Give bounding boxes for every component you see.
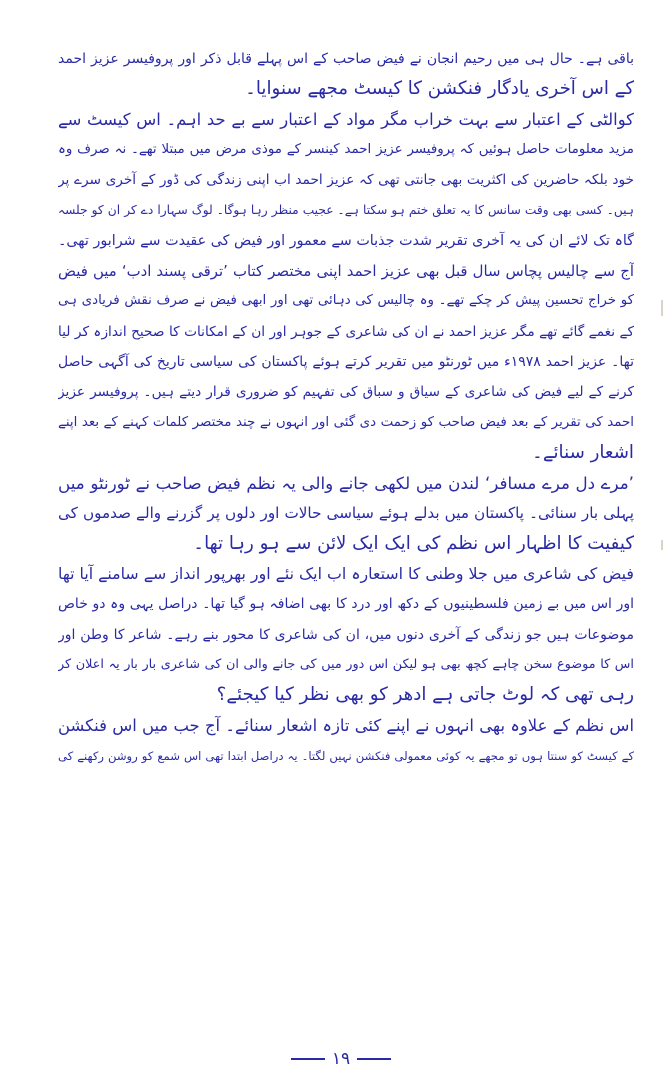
page-number-footer xyxy=(284,1048,398,1070)
footer-rule-left xyxy=(291,1058,325,1060)
page-number: ۱۹ xyxy=(331,1049,351,1069)
text-line-22: رہی تھی کہ لوٹ جاتی ہے ادھر کو بھی نظر کیا کیجئے؟ xyxy=(216,684,634,706)
text-line-21: اس کا موضوع سخن چاہے کچھ بھی ہو لیکن اس دور میں کی جانے والی ان کی شاعری بار بار یہ اعلان کر xyxy=(58,656,634,672)
text-line-17: کیفیت کا اظہار اس نظم کی ایک ایک لائن سے ہو رہا تھا۔ xyxy=(193,532,634,554)
margin-mark xyxy=(661,300,663,316)
text-line-11: تھا۔ عزیز احمد ۱۹۷۸ء میں ٹورنٹو میں تقریر کرتے ہوئے پاکستان کی سیاسی تاریخ کی آگہی حاصل xyxy=(58,353,634,370)
text-line-13: احمد کی تقریر کے بعد فیض صاحب کو زحمت دی گئی اور انہوں نے چند مختصر کلمات کہنے کے بعد اپنے xyxy=(58,414,634,430)
text-line-1: باقی ہے۔ حال ہی میں رحیم انجان نے فیض صاحب کے اس پہلے قابل ذکر اور پروفیسر عزیز احمد xyxy=(58,51,634,67)
footer-rule-right xyxy=(357,1058,391,1060)
text-line-15: ’مرے دل مرے مسافر‘ لندن میں لکھی جانے والی یہ نظم فیض صاحب نے ٹورنٹو میں xyxy=(58,473,634,494)
text-line-16: پہلی بار سنائی۔ پاکستان میں بدلے ہوئے سیاسی حالات اور دلوں پر گزرنے والے صدموں کی xyxy=(58,504,634,523)
text-line-20: موضوعات ہیں جو زندگی کے آخری دنوں میں، ان کی شاعری کا محور بنے رہے۔ شاعر کا وطن اور xyxy=(58,626,634,643)
text-line-12: کرنے کے لیے فیض کی شاعری کے سیاق و سباق کی تفہیم کو ضروری قرار دیتے ہیں۔ پروفیسر عزیز xyxy=(58,384,634,401)
text-line-14: اشعار سنائے۔ xyxy=(532,441,634,463)
text-line-6: ہیں۔ کسی بھی وقت سانس کا یہ تعلق ختم ہو سکتا ہے۔ عجیب منظر رہا ہوگا۔ لوگ سہارا دے کر ان کو جلسہ xyxy=(58,203,634,218)
text-line-18: فیض کی شاعری میں جلا وطنی کا استعارہ اب ایک نئے اور بھرپور انداز سے سامنے آیا تھا xyxy=(58,564,634,584)
urdu-text-block xyxy=(58,44,634,771)
text-line-4: مزید معلومات حاصل ہوئیں کہ پروفیسر عزیز احمد کینسر کے موذی مرض میں مبتلا تھے۔ نہ صرف وہ xyxy=(58,141,634,157)
text-line-7: گاہ تک لائے ان کی یہ آخری تقریر شدت جذبات سے معمور اور فیض کی عقیدت سے شرابور تھی۔ xyxy=(58,232,634,249)
text-line-8: آج سے چالیس پچاس سال قبل بھی عزیز احمد اپنی مختصر کتاب ’ترقی پسند ادب‘ میں فیض xyxy=(58,262,634,281)
text-line-2: کے اس آخری یادگار فنکشن کا کیسٹ مجھے سنوایا۔ xyxy=(245,78,634,100)
text-line-10: کے نغمے گائے تھے مگر عزیز احمد نے ان کی شاعری کے جوہر اور ان کے امکانات کا صحیح اندازہ کر لیا xyxy=(58,323,634,340)
text-line-9: کو خراج تحسین پیش کر چکے تھے۔ وہ چالیس کی دہائی تھی اور ابھی فیض نے صرف نقش فریادی ہی xyxy=(58,293,634,309)
margin-mark xyxy=(661,540,663,550)
text-line-5: خود بلکہ حاضرین کی اکثریت بھی جانتی تھی کہ عزیز احمد اب اپنی زندگی کی ڈور کے آخری سرے پر xyxy=(58,172,634,189)
text-line-19: اور اس میں بے زمین فلسطینیوں کے دکھ اور درد کا بھی اضافہ ہو گیا تھا۔ دراصل یہی وہ دو خاص xyxy=(58,596,634,613)
text-line-3: کوالٹی کے اعتبار سے بہت خراب مگر مواد کے اعتبار سے بے حد اہم۔ اس کیسٹ سے xyxy=(58,109,634,129)
text-line-23: اس نظم کے علاوہ بھی انہوں نے اپنے کئی تازہ اشعار سنائے۔ آج جب میں اس فنکشن xyxy=(58,715,634,735)
text-line-24: کے کیسٹ کو سنتا ہوں تو مجھے یہ کوئی معمولی فنکشن نہیں لگتا۔ یہ دراصل ابتدا تھی اس شمع کو روشن رکھنے کی xyxy=(58,748,634,763)
